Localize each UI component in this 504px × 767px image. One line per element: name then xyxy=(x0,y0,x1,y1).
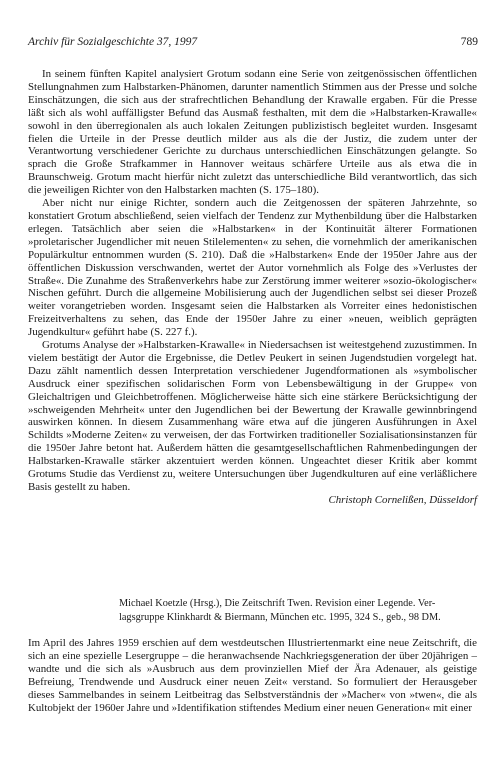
book-citation xyxy=(119,597,478,626)
review-paragraph: Aber nicht nur einige Richter, sondern auch die Zeitgenossen der späteren Jahrzehnte, so konstatiert Grotum abschließend, seien vielfach der Tendenz zur Mythenbildung über die Halbstarken erlegen. Tatsächlich aber seien die »Halbstarken« in der Kontinuität älterer Formationen »proletarischer Jugendlicher mit neuen Stilelementen« zu sehen, die vornehmlich der amerikanischen Populärkultur entnommen wurden (S. 210). Daß die »Halbstarken« Ende der 1950er Jahre aus der öffentlichen Diskussion verschwanden, wertet der Autor vornehmlich als Folge des »Verlustes der Straße«. Die Zunahme des Straßenverkehrs habe zur Zerstörung immer weiterer »sozio-ökologischer« Nischen geführt. Durch die allgemeine Mobilisierung auch der Jugendlichen selbst sei dieser Prozeß weiter vorangetrieben worden. Insgesamt seien die Halbstarken als Vorreiter eines hedonistischen Freizeitverhaltens zu sehen, das Ende der 1950er Jahre zu einer »neuen, weiblich geprägten Jugendkultur« geführt habe (S. 227 f.). xyxy=(28,197,477,339)
review-koetzle xyxy=(28,637,477,714)
citation-line: lagsgruppe Klinkhardt & Biermann, München etc. 1995, 324 S., geb., 98 DM. xyxy=(119,612,441,624)
review-author: Christoph Cornelißen, Düsseldorf xyxy=(328,493,477,506)
running-header xyxy=(28,34,478,50)
citation-line: Michael Koetzle (Hrsg.), Die Zeitschrift Twen. Revision einer Legende. Ver- xyxy=(119,598,436,609)
review-paragraph: Grotums Analyse der »Halbstarken-Krawalle« in Niedersachsen ist weitestgehend zuzustimmen. In vielem bestätigt der Autor die Ergebnisse, die Detlev Peukert in seinen Jugendstudien vorgelegt hat. Dazu zählt namentlich dessen Interpretation verschiedener Jugendformationen als »symbolischer Ausdruck einer spezifischen solidarischen Form von Lebensbewältigung in der Gruppe« von Gleichaltrigen und Gleichbetroffenen. Möglicherweise hätte sich eine stärkere Berücksichtigung der »schweigenden Mehrheit« unter den Jugendlichen bei der Bewertung der Krawalle gewinnbringend auswirken können. In diesem Zusammenhang wäre etwa auf die jüngeren Ausführungen in Axel Schildts »Moderne Zeiten« zu verweisen, der das Fortwirken traditioneller Sozialisationsinstanzen für die 1950er Jahre betont hat. Außerdem hätten die gesamtgesellschaftlichen Rahmenbedingungen der Halbstarken-Krawalle stärker akzentuiert werden können. Ungeachtet dieser Kritik aber kommt Grotums Studie das Verdienst zu, weitere Untersuchungen über Jugendkulturen auf eine verläßlichere Basis gestellt zu haben. xyxy=(28,339,477,493)
page-number: 789 xyxy=(460,36,478,48)
journal-title: Archiv für Sozialgeschichte 37, 1997 xyxy=(28,36,198,48)
review-paragraph: In seinem fünften Kapitel analysiert Grotum sodann eine Serie von zeitgenössischen öffentlichen Stellungnahmen zum Halbstarken-Phänomen, darunter namentlich Stimmen aus der Presse und solche Einschätzungen, die sich aus der strafrechtlichen Behandlung der Krawalle ergaben. Für die Presse läßt sich als wohl auffälligster Befund das Ausmaß festhalten, mit dem die »Halbstarken-Krawalle« sowohl in den überregionalen als auch lokalen Zeitungen publizistisch begleitet wurden. Insgesamt fielen die Urteile in der Presse deutlich milder aus als die der Justiz, die zudem unter der Verantwortung verschiedener Gerichte zu durchaus unterschiedlichen Einschätzungen gelangte. So sprach die Große Strafkammer in Hannover weitaus schärfere Urteile aus als etwa die in Braunschweig. Grotum macht hierfür nicht zuletzt das unterschiedliche Bild verantwortlich, das sich die jeweiligen Richter von den Halbstarken machten (S. 175–180). xyxy=(28,68,477,197)
review-grotum xyxy=(28,68,477,507)
review-paragraph: Im April des Jahres 1959 erschien auf dem westdeutschen Illustriertenmarkt eine neue Zeitschrift, die sich an eine spezielle Lesergruppe – die heranwachsende Nachkriegsgeneration der über 20jährigen – wandte und die sich als »Ausbruch aus dem provinziellen Mief der Ära Adenauer, als geistige Befreiung, Trendwende und Ausdruck einer neuen Zeit« verstand. So formuliert der Herausgeber dieses Sammelbandes in seinem Leitbeitrag das Selbstverständnis der »Macher« von »twen«, die als Kultobjekt der 1960er Jahre und »Identifikation stiftendes Medium einer neuen Generation« mit einer xyxy=(28,637,477,714)
